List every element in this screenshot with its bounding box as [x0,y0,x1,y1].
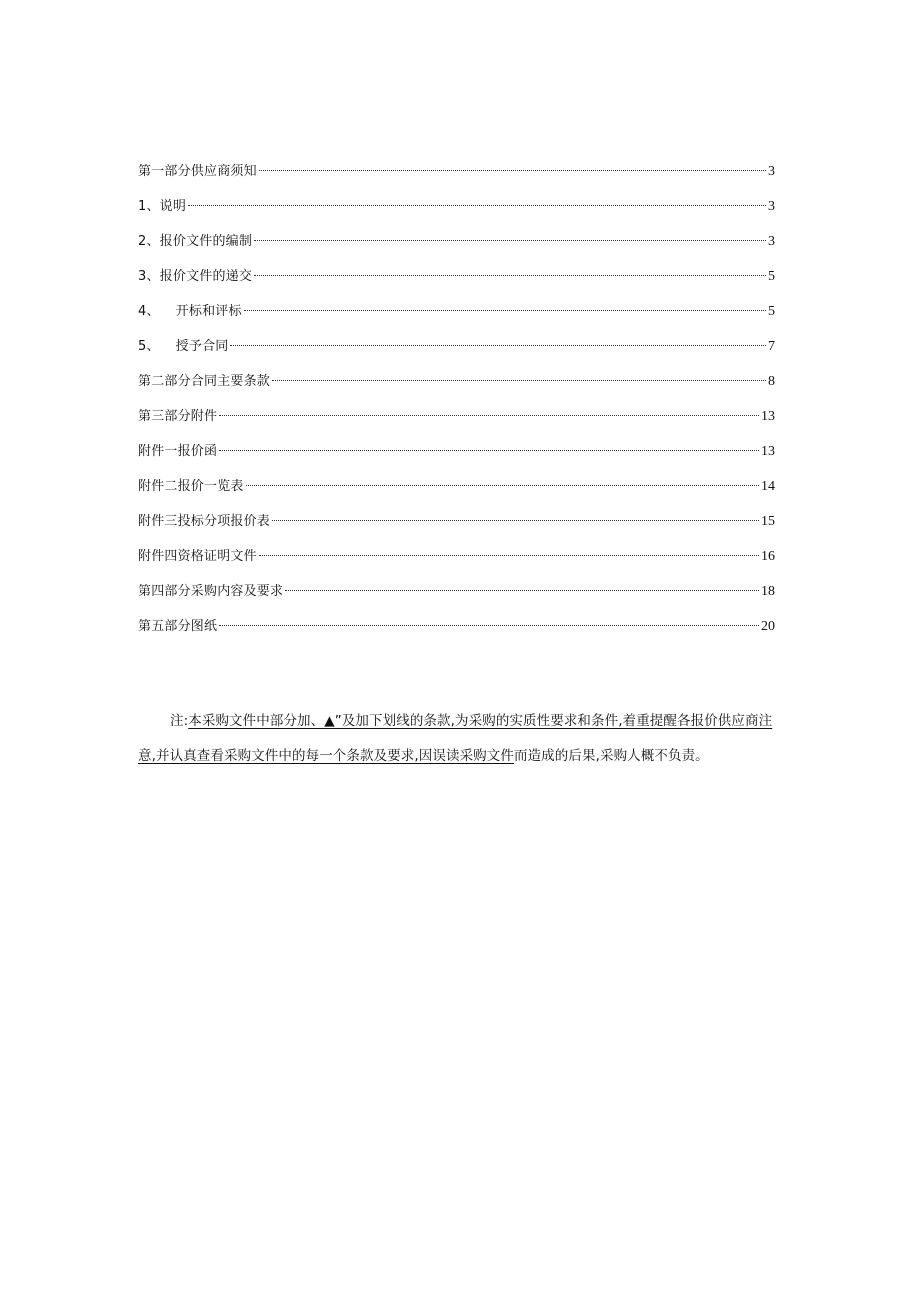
toc-leader-dots [219,450,759,451]
toc-entry[interactable] [138,372,775,407]
toc-entry-title [138,337,228,357]
toc-leader-dots [230,345,766,346]
toc-entry[interactable] [138,512,775,547]
toc-entry-page: 18 [761,584,775,599]
important-note [138,704,788,774]
toc-entry-title: 附件二报价一览表 [138,479,244,494]
toc-entry-page: 13 [761,409,775,424]
toc-entry-page: 5 [768,304,775,319]
toc-entry-page: 14 [761,479,775,494]
toc-entry-title: 第二部分合同主要条款 [138,374,271,389]
note-underlined-text: 本采购文件中部分加、▲”及加下划线的条款,为采购的实质性要求和条件,着重提醒各报价供应商注意,并认真查看采购文件中的每一个条款及要求,因误读采购文件 [138,712,773,764]
toc-entry-page: 13 [761,444,775,459]
toc-entry[interactable] [138,232,775,267]
toc-leader-dots [254,275,766,276]
toc-entry[interactable] [138,302,775,337]
toc-leader-dots [246,485,759,486]
toc-entry[interactable] [138,442,775,477]
toc-entry[interactable] [138,617,775,652]
toc-entry-title: 第三部分附件 [138,409,218,424]
toc-entry[interactable] [138,197,775,232]
toc-entry[interactable] [138,547,775,582]
toc-leader-dots [244,310,766,311]
toc-leader-dots [272,380,766,381]
toc-entry[interactable] [138,582,775,617]
toc-entry-text: 授予合同 [175,339,229,354]
toc-entry-page: 3 [768,234,775,249]
toc-leader-dots [259,555,759,556]
toc-entry-title: 第一部分供应商须知 [138,164,257,179]
toc-entry-page: 16 [761,549,775,564]
toc-entry-number: 5、 [138,339,160,354]
toc-entry-title: 3、报价文件的递交 [138,269,253,284]
toc-entry[interactable] [138,407,775,442]
toc-entry-title: 附件四资格证明文件 [138,549,257,564]
toc-leader-dots [219,625,759,626]
toc-entry-title: 2、报价文件的编制 [138,234,253,249]
toc-entry-text: 开标和评标 [175,304,242,319]
toc-leader-dots [254,240,766,241]
toc-entry-title: 附件三投标分项报价表 [138,514,271,529]
toc-entry-title: 第五部分图纸 [138,619,218,634]
toc-leader-dots [259,170,766,171]
toc-leader-dots [188,205,766,206]
toc-entry-title: 1、说明 [138,199,187,214]
toc-entry-page: 15 [761,514,775,529]
table-of-contents [138,162,775,652]
toc-entry-page: 8 [768,374,775,389]
toc-entry-page: 3 [768,164,775,179]
toc-entry-page: 5 [768,269,775,284]
toc-entry[interactable] [138,267,775,302]
toc-leader-dots [219,415,759,416]
toc-entry-page: 7 [768,339,775,354]
toc-entry[interactable] [138,337,775,372]
toc-entry-title: 附件一报价函 [138,444,218,459]
note-text: 而造成的后果,采购人概不负责。 [513,747,709,764]
note-prefix: 注: [170,712,189,729]
toc-entry-title [138,302,242,322]
toc-leader-dots [272,520,759,521]
toc-entry-number: 4、 [138,304,160,319]
toc-leader-dots [285,590,759,591]
toc-entry-page: 20 [761,619,775,634]
toc-entry[interactable] [138,162,775,197]
toc-entry[interactable] [138,477,775,512]
toc-entry-title: 第四部分采购内容及要求 [138,584,284,599]
toc-entry-page: 3 [768,199,775,214]
